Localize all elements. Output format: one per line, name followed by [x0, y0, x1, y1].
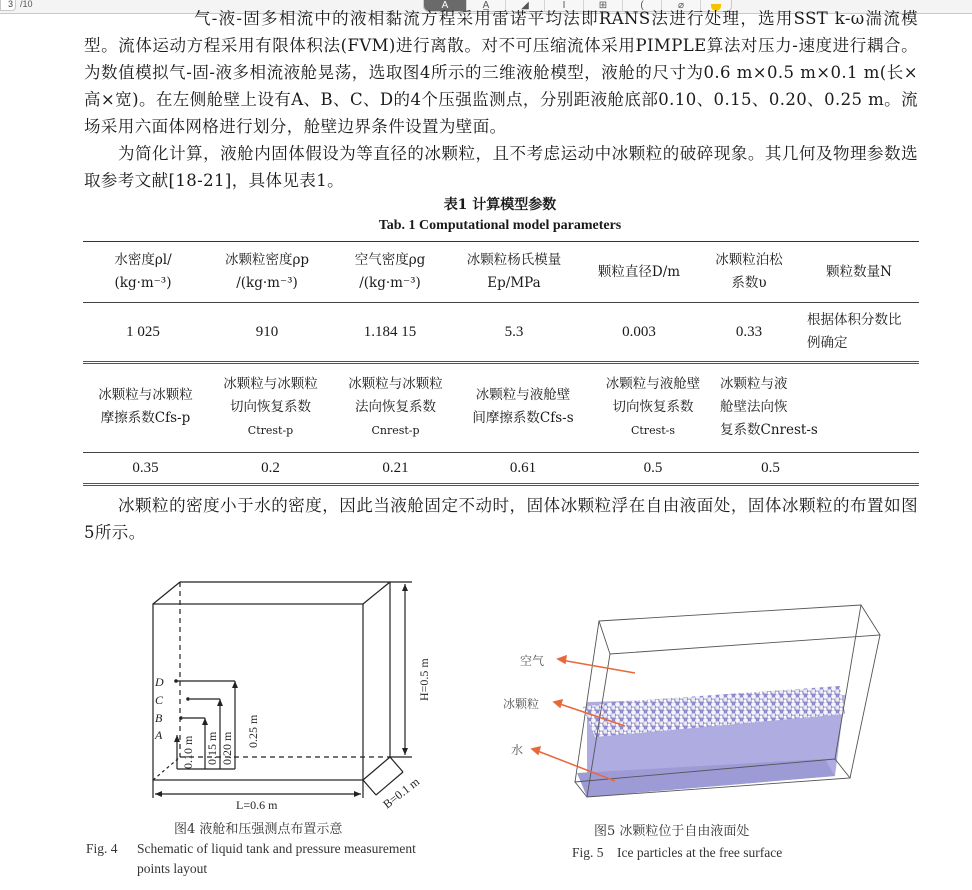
height-c-label: 0.20 m	[220, 731, 234, 765]
paragraph-1: 气-液-固多相流中的液相黏流方程采用雷诺平均法即RANS法进行处理，选用SST k-ω湍流模型。流体运动方程采用有限体积法(FVM)进行离散。对不可压缩流体采用PIMPLE算法对压力-速度进行耦合。为数值模拟气-固-液多相流液舱晃荡，选取图4所示的三维液舱模型，液舱的尺寸为0.6 m×0.5 m×0.1 m(长×高×宽)。在左侧舱壁上设有A、B、C、D的4个压强监测点，分别距液舱底部0.10、0.15、0.20、0.25 m。流场采用六面体网格进行划分，舱壁边界条件设置为壁面。	[84, 9, 918, 136]
figure-4-caption-label: Fig. 4	[86, 841, 118, 856]
header-ice-wall-friction: 冰颗粒与液舱壁 间摩擦系数Cfs-s	[458, 362, 588, 453]
tank-width-label: B=0.1 m	[380, 774, 423, 812]
table-cell: 0.003	[579, 303, 699, 363]
tank-schematic-drawing	[140, 573, 440, 813]
header-ice-density: 冰颗粒密度ρp /(kg·m⁻³)	[203, 242, 331, 303]
header-water-density: 水密度ρl/ (kg·m⁻³)	[83, 242, 203, 303]
header-youngs-modulus: 冰颗粒杨氏模量 Ep/MPa	[449, 242, 579, 303]
header-air-density: 空气密度ρg /(kg·m⁻³)	[331, 242, 449, 303]
table-caption-en: Tab. 1 Computational model parameters	[378, 218, 622, 233]
height-d-label: 0.25 m	[246, 714, 260, 748]
underline-tool[interactable]: A̲	[467, 0, 506, 11]
height-a-label: 0.10 m	[181, 735, 195, 769]
paragraph-2: 为简化计算，液舱内固体假设为等直径的冰颗粒，且不考虑运动中冰颗粒的破碎现象。其几何及物理参数选取参考文献[18-21]，具体见表1。	[84, 144, 918, 190]
table-cell: 910	[203, 303, 331, 363]
header-ice-wall-tangential-restitution: 冰颗粒与液舱壁 切向恢复系数 Ctrest-s	[588, 362, 718, 453]
figure-5-ice-particles	[495, 590, 885, 810]
table-row	[83, 453, 919, 485]
point-b-label: B	[155, 711, 163, 725]
table-cell: 1.184 15	[331, 303, 449, 363]
figure-4-caption-en-line-2: points layout	[137, 861, 208, 876]
table-header-row	[83, 242, 919, 303]
eraser-tool[interactable]: ⌀	[662, 0, 701, 11]
table-cell: 0.2	[208, 453, 333, 485]
table-cell: 0.21	[333, 453, 458, 485]
ice-particle-render	[495, 590, 885, 810]
figure-4-tank-schematic	[140, 573, 440, 813]
header-ice-ice-normal-restitution: 冰颗粒与冰颗粒 法向恢复系数 Cnrest-p	[333, 362, 458, 453]
tank-length-label: L=0.6 m	[236, 798, 278, 812]
table-header-row	[83, 362, 919, 453]
table-cell: 0.33	[699, 303, 799, 363]
page-number-input[interactable]: 3	[0, 0, 16, 11]
tank-height-label: H=0.5 m	[417, 658, 431, 701]
table-caption-cn: 表1 计算模型参数	[443, 197, 557, 213]
parameter-table-part-2	[83, 362, 919, 486]
point-c-label: C	[155, 693, 164, 707]
table-cell	[823, 453, 919, 485]
paragraph-3: 冰颗粒的密度小于水的密度，因此当液舱固定不动时，固体冰颗粒浮在自由液面处，固体冰颗粒的布置如图5所示。	[84, 496, 918, 542]
water-label: 水	[511, 743, 524, 757]
figure-4-caption-cn: 图4 液舱和压强测点布置示意	[174, 822, 343, 837]
page-count: /10	[20, 0, 33, 9]
figure-4-caption-en-line-1: Schematic of liquid tank and pressure measurement	[137, 841, 416, 856]
figure-5-caption-en: Fig. 5 Ice particles at the free surface	[572, 845, 783, 860]
height-b-label: 0.15 m	[205, 731, 219, 765]
header-ice-ice-friction: 冰颗粒与冰颗粒 摩擦系数Cfs-p	[83, 362, 208, 453]
table-cell: 0.35	[83, 453, 208, 485]
table-cell: 0.5	[588, 453, 718, 485]
point-a-label: A	[155, 728, 163, 742]
figure-5-caption-cn: 图5 冰颗粒位于自由液面处	[594, 824, 750, 839]
header-poisson-ratio: 冰颗粒泊松 系数υ	[699, 242, 799, 303]
point-d-label: D	[155, 675, 164, 689]
highlight-tool[interactable]: ◢	[506, 0, 545, 11]
air-label: 空气	[520, 654, 545, 668]
header-particle-diameter: 颗粒直径D/m	[579, 242, 699, 303]
table-cell: 5.3	[449, 303, 579, 363]
header-ice-ice-tangential-restitution: 冰颗粒与冰颗粒 切向恢复系数 Ctrest-p	[208, 362, 333, 453]
table-cell: 根据体积分数比例确定	[799, 303, 919, 363]
add-note-tool[interactable]: ⊞	[584, 0, 623, 11]
table-row	[83, 303, 919, 363]
table-cell: 0.5	[718, 453, 823, 485]
table-cell: 0.61	[458, 453, 588, 485]
header-ice-wall-normal-restitution: 冰颗粒与液 舱壁法向恢 复系数Cnrest-s	[718, 362, 823, 453]
ice-particle-label: 冰颗粒	[503, 697, 540, 711]
text-cursor-tool[interactable]: I	[545, 0, 584, 11]
table-cell: 1 025	[83, 303, 203, 363]
header-particle-count: 颗粒数量N	[799, 242, 919, 303]
parameter-table-part-1	[83, 241, 919, 364]
header-empty	[823, 362, 919, 453]
text-select-tool[interactable]: A	[424, 0, 467, 11]
draw-tool[interactable]: (	[623, 0, 662, 11]
